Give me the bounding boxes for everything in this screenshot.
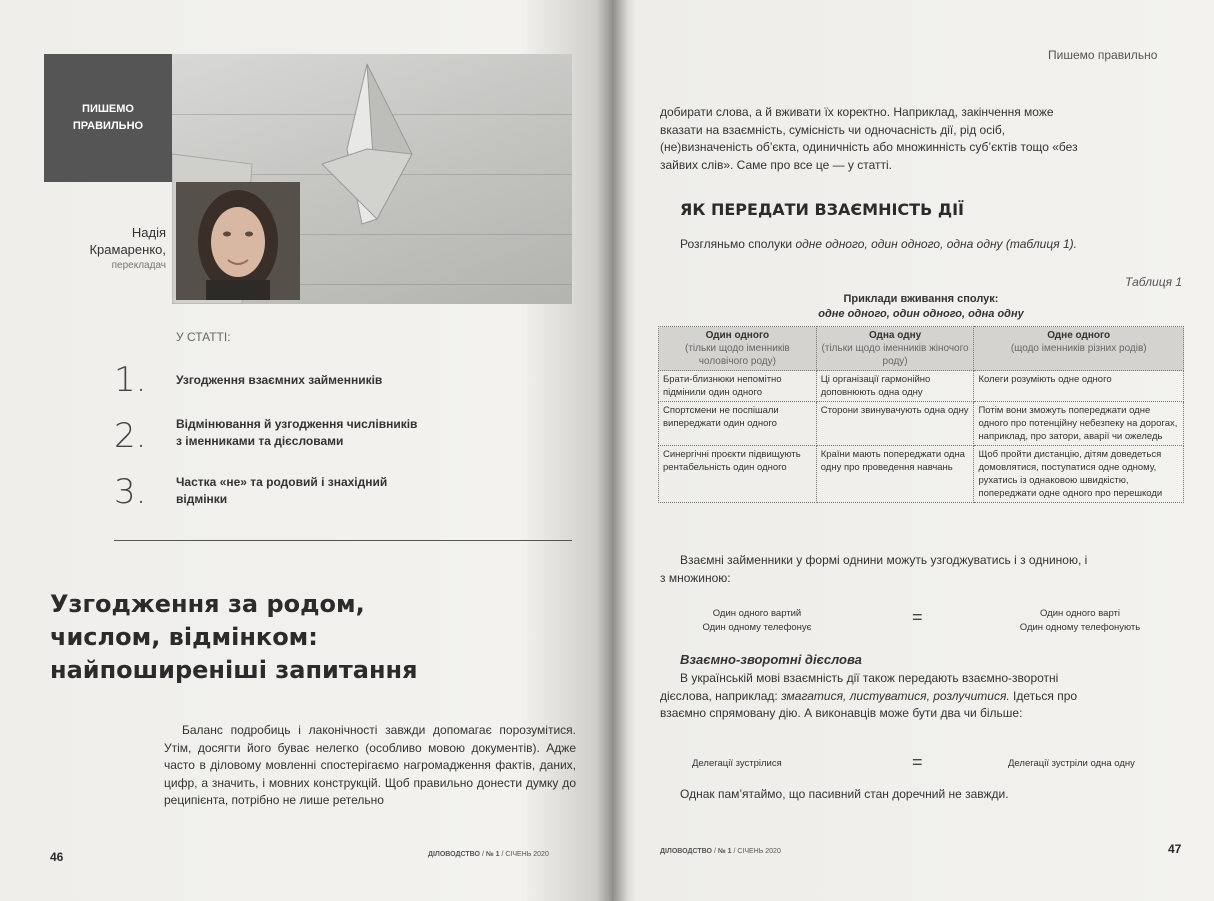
table-caption: Таблиця 1	[1125, 275, 1182, 289]
page-number-left: 46	[50, 850, 64, 864]
header-title-2: Одна одну	[868, 330, 922, 341]
table-cell: Ці організації гармонійно доповнюють одна одну	[816, 371, 974, 402]
toc-item-1	[176, 372, 382, 389]
toc-item-2	[176, 416, 417, 450]
table-header-row	[659, 327, 1184, 371]
subheading-reciprocal-verbs: Взаємно-зворотні дієслова	[680, 652, 862, 667]
toc-item-3-line2: відмінки	[176, 492, 228, 506]
rubric-block	[44, 54, 172, 182]
table-cell: Колеги розуміють одне одного	[974, 371, 1184, 402]
toc-label: У СТАТТІ:	[176, 330, 231, 344]
article-lead: Баланс подробиць і лаконічності завжди допомагає порозумітися. Утім, досягти його буває нелегко (особливо мовою документів). Адже часто в діловому мовленні спостерігаємо нагромадження фактів, даних, цифр, а значить, і мовних конструкцій. Щоб правильно донести думку до реципієнта, потрібно не лише ретельно	[164, 723, 576, 807]
headline-line2: числом, відмінком:	[50, 623, 318, 651]
foot-issue-left: № 1	[485, 851, 500, 858]
author-first-name: Надія	[131, 225, 166, 240]
table-title-line2: одне одного, один одного, одна одну	[818, 308, 1024, 320]
paragraph-4: Однак пам’ятаймо, що пасивний стан доречний не завжди.	[680, 787, 1009, 801]
toc-item-1-text: Узгодження взаємних займенників	[176, 373, 383, 387]
table-row	[659, 371, 1184, 402]
toc-number-1: 1.	[114, 360, 147, 400]
table-cell: Щоб пройти дистанцію, дітям доведеться домовлятися, поступатися одне одному, рухатись із однаковою швидкістю, попереджати одне одного про перешкоди	[974, 446, 1184, 503]
example1-right-line2: Один одному телефонують	[1019, 622, 1141, 633]
table-title-line1: Приклади вживання сполук:	[843, 293, 999, 305]
example1-left-line2: Один одному телефонує	[702, 622, 812, 633]
table-row	[659, 446, 1184, 503]
toc-item-2-line1: Відмінювання й узгодження числівників	[176, 417, 418, 431]
headline-line3: найпоширеніші запитання	[50, 656, 418, 684]
header-title-3: Одне одного	[1047, 330, 1111, 341]
header-note-1: (тільки щодо іменників чоловічого роду)	[684, 343, 790, 367]
author-name	[60, 224, 166, 258]
article-headline	[50, 588, 510, 687]
table-header	[659, 327, 817, 371]
author-role: перекладач	[111, 260, 166, 271]
header-note-3: (щодо іменників різних родів)	[1010, 343, 1147, 354]
example2-right: Делегації зустріли одна одну	[1008, 758, 1135, 769]
examples-table	[658, 326, 1184, 503]
right-page	[612, 0, 1214, 901]
section-lead	[660, 236, 1160, 254]
rubric-line2: ПРАВИЛЬНО	[72, 120, 144, 132]
rubric-line1: ПИШЕМО	[82, 103, 134, 115]
example1-left	[682, 607, 832, 635]
toc-item-3-line1: Частка «не» та родовий і знахідний	[176, 475, 388, 489]
headline-line1: Узгодження за родом,	[50, 590, 365, 618]
para3-end: Ідеться про взаємно спрямовану дію. А виконавців може бути два чи більше:	[660, 688, 1078, 720]
foot-date-right: СІЧЕНЬ 2020	[737, 848, 781, 855]
table-row	[659, 402, 1184, 446]
running-foot-left: ДІЛОВОДСТВО / № 1 / СІЧЕНЬ 2020	[428, 851, 549, 858]
table-header	[816, 327, 974, 371]
example1-right	[996, 607, 1164, 635]
section-divider	[114, 540, 572, 541]
paragraph-2: Взаємні займенники у формі однини можуть узгоджуватись і з одниною, і з множиною:	[660, 553, 1088, 585]
table-cell: Сторони звинувачують одна одну	[816, 402, 974, 446]
foot-issue-right: № 1	[717, 848, 732, 855]
toc-item-2-line2: з іменниками та дієсловами	[176, 434, 344, 448]
table-cell: Спортсмени не поспішали випереджати один одного	[659, 402, 817, 446]
table-header	[974, 327, 1184, 371]
toc-number-3: 3.	[114, 472, 147, 512]
running-foot-right: ДІЛОВОДСТВО / № 1 / СІЧЕНЬ 2020	[660, 848, 781, 855]
paragraph-3	[660, 670, 1080, 723]
book-gutter	[596, 0, 628, 901]
table-cell: Синергічні проєкти підвищують рентабельність один одного	[659, 446, 817, 503]
foot-title-right: ДІЛОВОДСТВО	[660, 848, 712, 855]
table-title	[658, 292, 1184, 322]
example1-left-line1: Один одного вартий	[712, 608, 802, 619]
example1-right-line1: Один одного варті	[1039, 608, 1120, 619]
foot-date-left: СІЧЕНЬ 2020	[505, 851, 549, 858]
section-lead-italic: одне одного, один одного, одна одну (таблиця 1).	[795, 237, 1077, 251]
running-head: Пишемо правильно	[1048, 48, 1158, 62]
equals-sign-1: =	[912, 607, 923, 627]
portrait-icon	[176, 182, 300, 300]
author-portrait	[176, 182, 300, 300]
para3-italic: змагатися, листуватися, розлучитися.	[781, 688, 1010, 703]
toc-number-2: 2.	[114, 416, 147, 456]
author-last-name: Крамаренко,	[89, 242, 166, 257]
page-number-right: 47	[1168, 842, 1182, 856]
equals-sign-2: =	[912, 752, 923, 772]
para3-start: В українській мові взаємність дії також передають взаємно-зворотні дієслова, наприклад:	[660, 671, 1059, 703]
example2-left: Делегації зустрілися	[692, 758, 782, 769]
header-title-1: Один одного	[705, 330, 770, 341]
foot-title-left: ДІЛОВОДСТВО	[428, 851, 480, 858]
toc-item-3	[176, 474, 387, 508]
table-cell: Країни мають попереджати одна одну про проведення навчань	[816, 446, 974, 503]
section-heading: ЯК ПЕРЕДАТИ ВЗАЄМНІСТЬ ДІЇ	[680, 200, 964, 219]
section-lead-plain: Розгляньмо сполуки	[680, 237, 796, 251]
header-note-2: (тільки щодо іменників жіночого роду)	[821, 343, 969, 367]
table-cell: Брати-близнюки непомітно підмінили один одного	[659, 371, 817, 402]
table-cell: Потім вони зможуть попереджати одне одного про потенційну небезпеку на дорогах, наприклад, про затори, аварії чи ожеледь	[974, 402, 1184, 446]
intro-paragraph: добирати слова, а й вживати їх коректно. Наприклад, закінчення може вказати на взаємність, сумісність чи одночасність дії, рід осіб, (не)визначеність об’єкта, одиничність або множинність суб’єктів тощо «без зайвих слів». Саме про все це — у статті.	[660, 105, 1078, 172]
